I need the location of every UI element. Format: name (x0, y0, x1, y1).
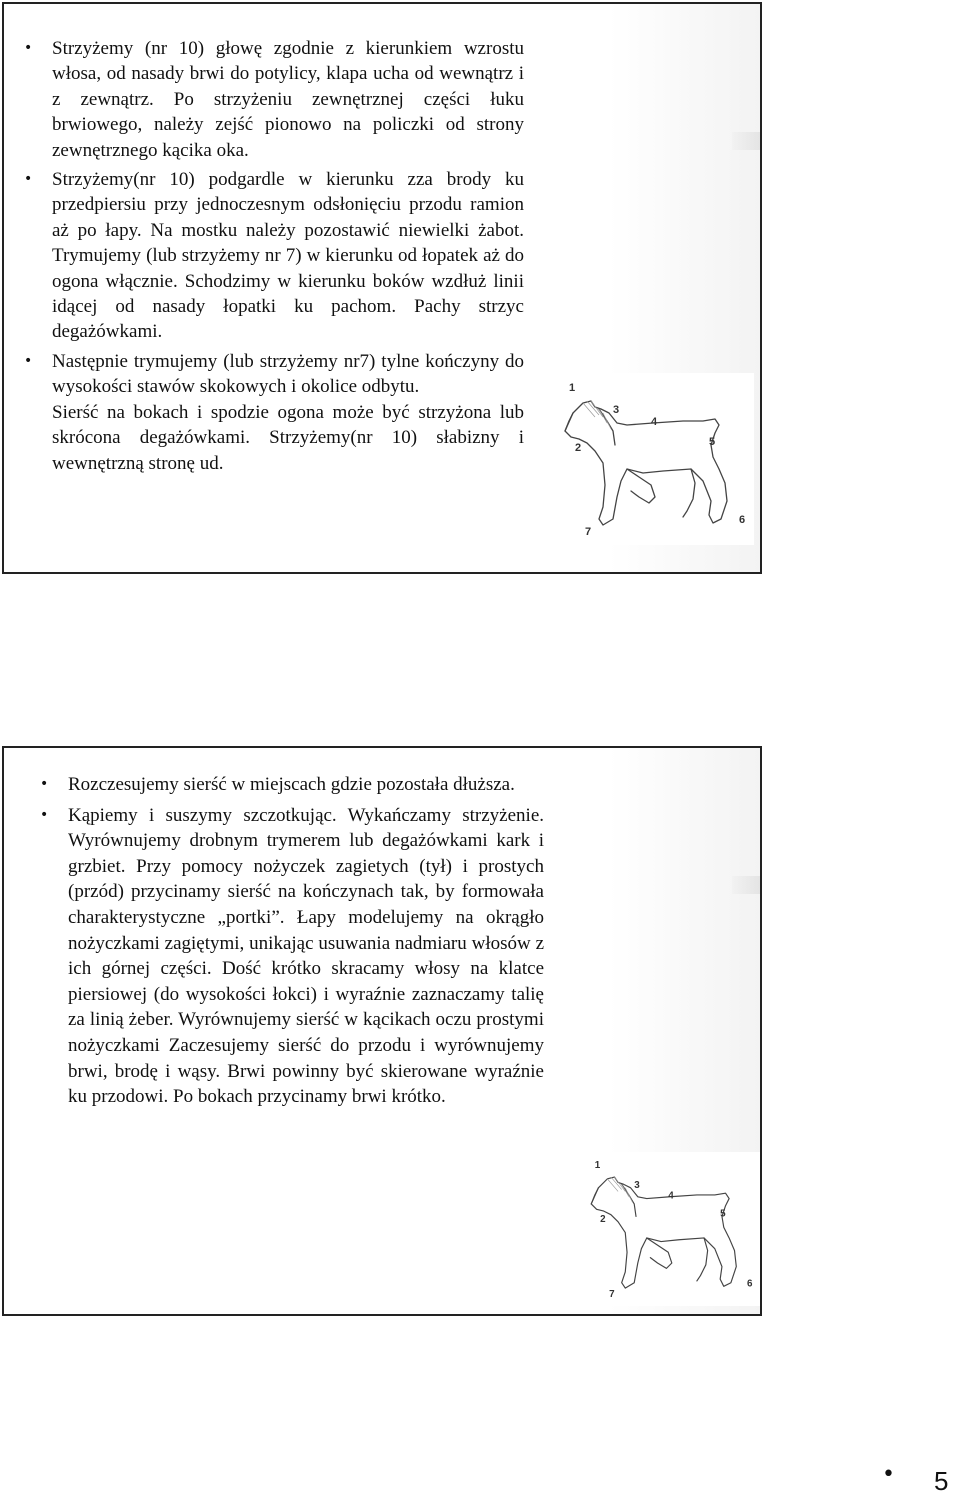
bullet-text: Strzyżemy (nr 10) głowę zgodnie z kierunkiem wzrostu włosa, od nasady brwi do potylicy, klapa ucha od wewnątrz i z zewnątrz. Po strzyżeniu zewnętrznej części łuku brwiowego, należy zejść pionowo na policzki od strony zewnętrznego kącika oka. (52, 38, 524, 161)
bullet-text: Rozczesujemy sierść w miejscach gdzie pozostała dłuższa. (68, 774, 515, 795)
bullet-text: Kąpiemy i suszymy szczotkując. Wykańczamy strzyżenie. Wyrównujemy drobnym trymerem lub degażówkami kark i grzbiet. Przy pomocy nożyczek zagietych (tył) i prostych (przód) przycinamy sierść na kończynach tak, by formowała charakterystyczne „portki”. Łapy modelujemy na okrągło nożyczkami zagiętymi, unikając usuwania nadmiaru włosów z ich górnej części. Dość krótko skracamy włosy na klatce piersiowej (do wysokości łokci) i wyraźnie zaznaczamy talię za linią żeber. Wyrównujemy sierść w kącikach oczu prostymi nożyczkami Zaczesujemy sierść do przodu i wyrównujemy brwi, brodę i wąsy. Brwi powinny być skierowane wyraźnie ku przodowi. Po bokach przycinamy brwi krótko. (68, 804, 544, 1108)
dog-grooming-diagram (570, 1152, 762, 1306)
bullet-marker: • (24, 171, 33, 188)
bullet-marker: • (40, 806, 49, 823)
figure-label: 3 (634, 1179, 640, 1191)
figure-label: 7 (585, 526, 592, 538)
bullet-continuation-text: Sierść na bokach i spodzie ogona może być strzyżona lub skrócona degażówkami. Strzyżemy(nr 10) słabizny i wewnętrzną stronę ud. (52, 401, 524, 474)
footer-bullet: • (882, 1462, 895, 1487)
figure-label: 7 (609, 1289, 615, 1301)
bullet-item (40, 772, 544, 798)
bullet-text: Strzyżemy(nr 10) podgardle w kierunku zza brody ku przedpiersiu przy jednoczesnym odsłonięciu przodu ramion aż po łapy. Na mostku należy pozostawić niewielki żabot. Trymujemy (lub strzyżemy nr 7) w kierunku od łopatek aż do ogona włącznie. Schodzimy w kierunku boków wzdłuż linii idącej od nasady łopatki ku pachom. Pachy strzyc degażówkami. (52, 169, 524, 343)
figure-label: 5 (709, 436, 716, 448)
bullet-item (40, 803, 544, 1110)
bullet-item (24, 349, 524, 476)
bullet-marker: • (40, 776, 49, 792)
bullet-text: Następnie trymujemy (lub strzyżemy nr7) tylne kończyny do wysokości stawów skokowych i okolice odbytu. (52, 350, 524, 398)
figure-label: 1 (594, 1160, 601, 1172)
figure-label: 4 (668, 1190, 674, 1202)
figure-label: 5 (720, 1208, 726, 1220)
bullet-item (24, 167, 524, 345)
schnauzer-outline-image (570, 1152, 762, 1306)
figure-label: 1 (569, 382, 576, 394)
slide-decoration (732, 132, 760, 150)
slide-1 (2, 2, 762, 574)
schnauzer-outline-image (543, 373, 754, 545)
figure-label: 2 (575, 442, 582, 454)
slide-2 (2, 746, 762, 1316)
figure-label: 6 (739, 514, 746, 526)
bullet-list (24, 36, 524, 480)
bullet-list (40, 772, 544, 1115)
figure-label: 4 (651, 416, 658, 428)
slide-decoration (732, 876, 760, 894)
page-number: 5 (934, 1466, 949, 1496)
dog-grooming-diagram (543, 373, 754, 545)
figure-label: 3 (613, 404, 620, 416)
bullet-item (24, 36, 524, 163)
figure-label: 6 (747, 1278, 753, 1290)
figure-label: 2 (600, 1213, 606, 1225)
bullet-marker: • (24, 352, 33, 369)
bullet-marker: • (24, 40, 33, 56)
